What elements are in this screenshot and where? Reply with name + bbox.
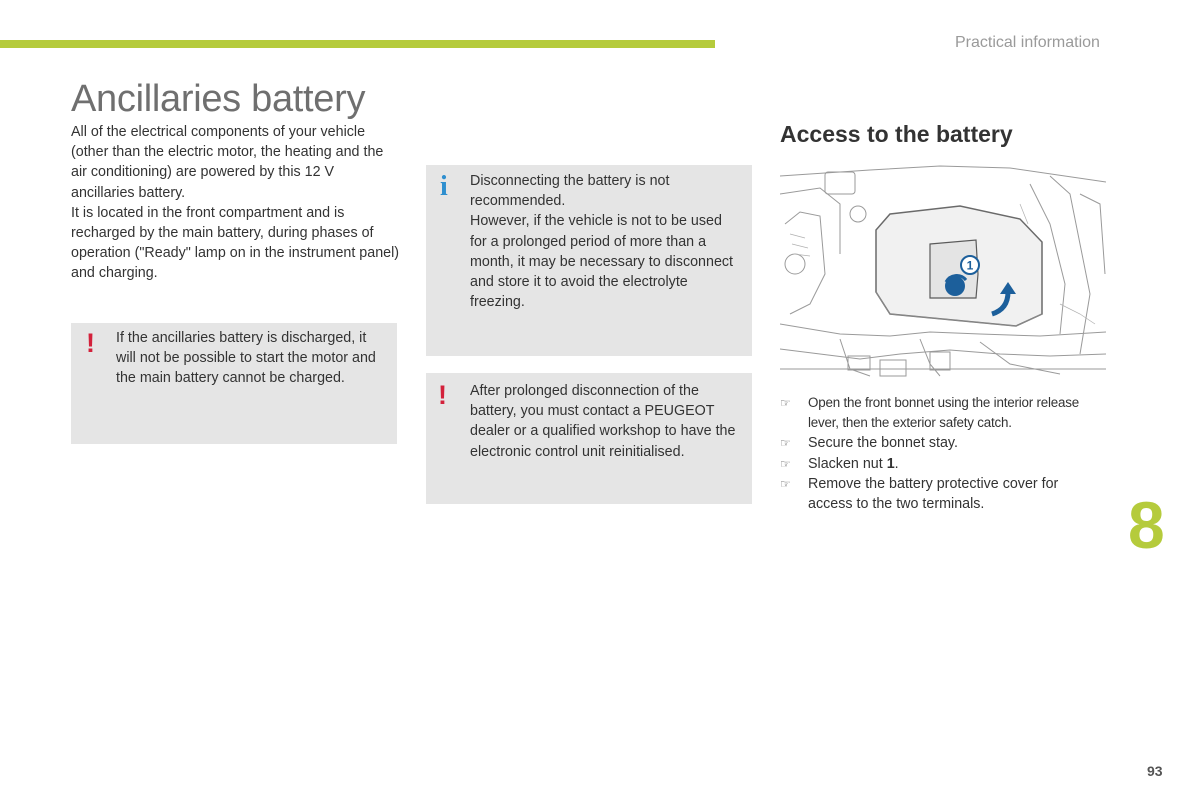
warning-icon: ! bbox=[438, 380, 447, 410]
step-text: Secure the bonnet stay. bbox=[808, 435, 958, 452]
chapter-number: 8 bbox=[1128, 488, 1165, 562]
info-text-disconnect bbox=[470, 171, 740, 312]
callout-1-label: 1 bbox=[966, 258, 974, 273]
step-text: Slacken nut bbox=[808, 455, 887, 472]
list-item bbox=[780, 433, 1100, 453]
access-steps-list bbox=[780, 393, 1100, 514]
nut-reference: 1 bbox=[886, 455, 895, 472]
list-item bbox=[780, 474, 1100, 514]
battery-location-illustration bbox=[780, 164, 1106, 384]
step-text: Remove the battery protective cover for access to the two terminals. bbox=[808, 475, 1059, 513]
info-paragraph-1: Disconnecting the battery is not recommended. bbox=[470, 173, 670, 210]
info-paragraph-2: However, if the vehicle is not to be used for a prolonged period of more than a month, it may be necessary to disconnect and store it to avoid the electrolyte freezing. bbox=[470, 213, 734, 311]
page-number: 93 bbox=[1147, 763, 1163, 779]
intro-paragraph-1: All of the electrical components of your vehicle (other than the electric motor, the heating and the air conditioning) are powered by this 12 V ancillaries battery. bbox=[71, 124, 384, 201]
warning-text-reinit: After prolonged disconnection of the battery, you must contact a PEUGEOT dealer or a qualified workshop to have the electronic control unit reinitialised. bbox=[470, 383, 736, 460]
warning-icon: ! bbox=[86, 328, 95, 358]
page-title: Ancillaries battery bbox=[71, 78, 366, 120]
warning-text-discharged: If the ancillaries battery is discharged, it will not be possible to start the motor and the main battery cannot be charged. bbox=[116, 330, 376, 387]
pointing-hand-icon: ☞ bbox=[780, 456, 791, 471]
pointing-hand-icon: ☞ bbox=[780, 436, 791, 451]
intro-paragraph-2: It is located in the front compartment and is recharged by the main battery, during phases of operation ("Ready" lamp on in the instrument panel) and charging. bbox=[71, 204, 400, 282]
section-header: Practical information bbox=[955, 34, 1100, 51]
pointing-hand-icon: ☞ bbox=[780, 396, 791, 410]
step-period: . bbox=[894, 455, 899, 472]
info-icon: i bbox=[440, 171, 448, 202]
pointing-hand-icon: ☞ bbox=[780, 476, 791, 491]
intro-text bbox=[71, 122, 401, 284]
list-item bbox=[780, 454, 1100, 474]
list-item bbox=[780, 393, 1100, 433]
access-section-title: Access to the battery bbox=[780, 121, 1013, 147]
step-text: Open the front bonnet using the interior release lever, then the exterior safety catch. bbox=[808, 395, 1080, 431]
header-accent-bar bbox=[0, 40, 715, 48]
